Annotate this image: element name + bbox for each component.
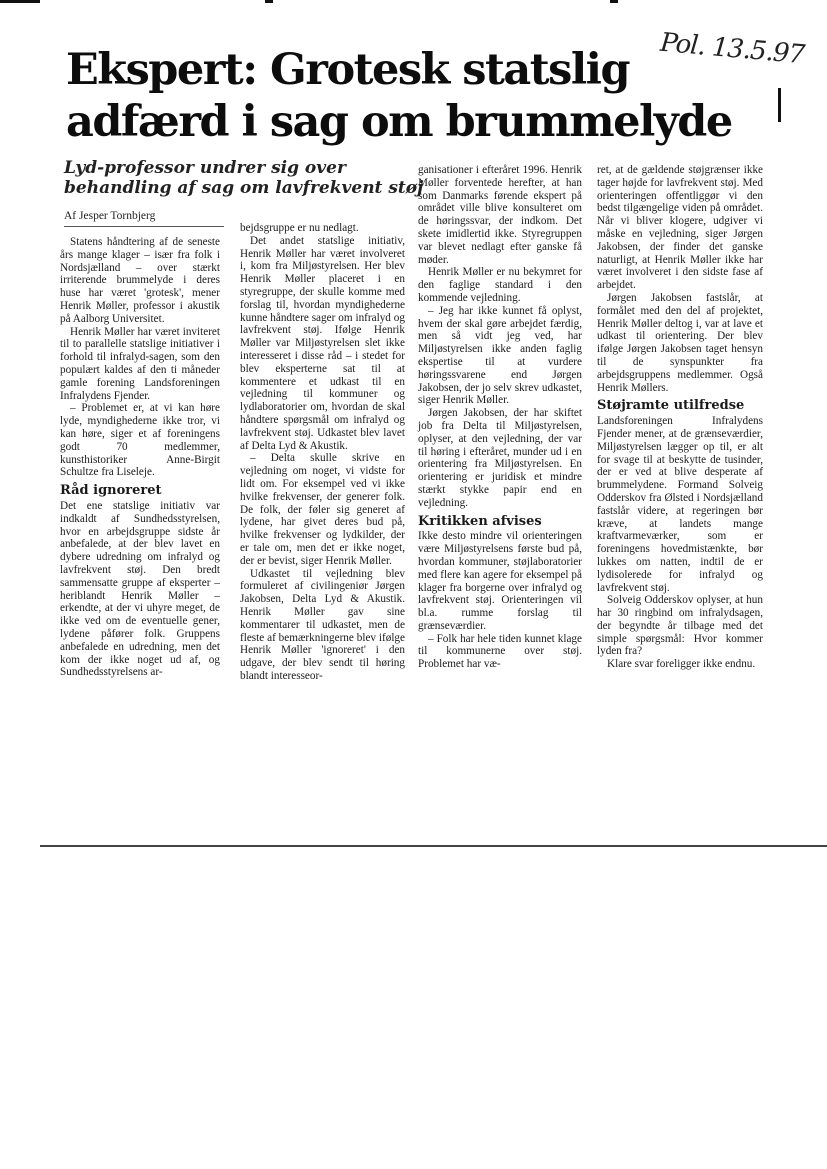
byline-rule <box>64 226 224 227</box>
article-subheadline: Lyd-professor undrer sig over behandling af sag om lavfrekvent støj <box>64 158 424 198</box>
article-paragraph: Statens håndtering af de seneste års mange klager – især fra folk i Nordsjælland – over stærkt irriterende brummelyde i deres huse har været 'grotesk', mener Henrik Møller, professor i akustik på Aalborg Universitet. <box>60 236 220 325</box>
article-paragraph: bejdsgruppe er nu nedlagt. <box>240 222 359 234</box>
article-column-4 <box>597 164 763 671</box>
article-column-3 <box>418 164 582 671</box>
article-column-2 <box>240 222 405 683</box>
adjacent-column-edge <box>778 88 793 122</box>
section-heading: Kritikken afvises <box>418 513 542 529</box>
article-paragraph: ret, at de gældende støjgrænser ikke tager højde for lavfrekvent støj. Med orienteringen offentliggør vi den bedst tilgængelige viden på området. Når vi bliver klogere, udgiver vi måske en vejledning, siger Jørgen Jakobsen, der finder det ganske naturligt, at Henrik Møller ikke har været involveret i den sidste fase af arbejdet. <box>597 164 763 292</box>
article-paragraph: Solveig Odderskov oplyser, at hun har 30 ringbind om infralydsagen, der begyndte år tilbage med det simple spørgsmål: Hvor kommer lyden fra? <box>597 594 763 658</box>
article-paragraph: Det ene statslige initiativ var indkaldt af Sundhedsstyrelsen, hvor en arbejdsgruppe sidste år anbefalede, at der blev lavet en dybere udredning om infralyd og lavfrekvent støj. Den bredt sammensatte gruppe af eksperter – heriblandt Henrik Møller – erkendte, at der vi uhyre meget, de ikke ved om de eventuelle gener, lydene påfører folk. Gruppens anbefalede en udredning, men det kom der ikke noget ud af, og Sundhedsstyrelsens ar- <box>60 499 220 679</box>
bottom-divider <box>40 845 827 847</box>
article-paragraph: – Delta skulle skrive en vejledning om noget, vi vidste for lidt om. For eksempel ved vi ikke hvilke frekvenser, der generer folk. De folk, der føler sig generet af lydene, har givet deres bud på, hvilke frekvenser og lydkilder, der er tale om, men det er ikke noget, der er bevist, siger Henrik Møller. <box>240 452 405 567</box>
article-paragraph: Henrik Møller er nu bekymret for den faglige standard i den kommende vejledning. <box>418 266 582 304</box>
section-heading: Støjramte utilfredse <box>597 398 745 414</box>
article-paragraph: Ikke desto mindre vil orienteringen være Miljøstyrelsens første bud på, hvordan kommuner, støjlaboratorier med flere kan agere for eksempel på klager fra borgerne over infralyd og lavfrekvent støj. Orienteringen vil bl.a. rumme forslag til grænseværdier. <box>418 530 582 632</box>
article-paragraph: Det andet statslige initiativ, Henrik Møller har været involveret i, kom fra Miljøstyrelsen. Her blev Henrik Møller placeret i en styregruppe, der skulle komme med forslag til, hvordan myndighederne kunne håndtere sager om infralyd og lavfrekvent støj. Ifølge Henrik Møller var Miljøstyrelsen slet ikke interesseret i disse råd – i stedet for blev eksperterne sat til at kommentere et udkast til en vejledning til kommuner og lydlaboratorier om, hvordan de skal håndtere spørgsmål om infralyd og lavfrekvent støj. Udkastet blev lavet af Delta Lyd & Akustik. <box>240 234 405 452</box>
article-column-1 <box>60 236 220 679</box>
article-headline: Ekspert: Grotesk statslig adfærd i sag om brummelyde <box>66 45 732 147</box>
article-paragraph: Landsforeningen Infralydens Fjender mener, at de grænseværdier, Miljøstyrelsen lægger op til, er alt for svage til at beskytte de tusinder, der er ved at blive desperate af brummelydene. Formand Solveig Odderskov fra Ølsted i Nordsjælland fastslår videre, at regeringen bør kræve, at landets mange kraftvarmeværker, som er foreningens hovedmistænkte, bør lukkes om natten, indtil de er lydisolerede for infralyd og lavfrekvent støj. <box>597 415 763 594</box>
article-paragraph: Klare svar foreligger ikke endnu. <box>607 658 756 671</box>
article-byline: Af Jesper Tornbjerg <box>64 210 156 222</box>
article-paragraph: – Problemet er, at vi kan høre lyde, myndighederne ikke tror, vi kan høre, siger et af foreningens godt 70 medlemmer, kunsthistoriker Anne-Birgit Schultze fra Liseleje. <box>60 402 220 479</box>
article-paragraph: Jørgen Jakobsen, der har skiftet job fra Delta til Miljøstyrelsen, oplyser, at den vejledning, der var til høring i efteråret, munder ud i en orientering fra Miljøstyrelsen. En orientering er juridisk et mindre stærkt stykke papir end en vejledning. <box>418 407 582 509</box>
handwritten-date: Pol. 13.5.97 <box>658 27 806 71</box>
article-paragraph: Udkastet til vejledning blev formuleret af civilingeniør Jørgen Jakobsen, Delta Lyd & Akustik. Henrik Møller gav sine kommentarer til udkastet, men de fleste af bemærkningerne blev ifølge Henrik Møller 'ignoreret' i den udgave, der blev sendt til høring blandt interesseor- <box>240 567 405 682</box>
article-paragraph: – Folk har hele tiden kunnet klage til kommunerne over støj. Problemet har væ- <box>418 632 582 671</box>
article-paragraph: Henrik Møller har været inviteret til to parallelle statslige initiativer i forhold til infralyd-sagen, som den populært kaldes af den ti måneder gamle forening Landsforeningen Infralydens Fjender. <box>60 325 220 402</box>
article-paragraph: – Jeg har ikke kunnet få oplyst, hvem der skal gøre arbejdet færdig, men så vidt jeg ved, har Miljøstyrelsen ikke anden faglig ekspertise til at vurdere høringssvarene end Jørgen Jakobsen, der jo selv skrev udkastet, siger Henrik Møller. <box>418 304 582 407</box>
article-paragraph: ganisationer i efteråret 1996. Henrik Møller forventede herefter, at han som Danmarks førende ekspert på området ville blive konsulteret om de høringssvar, der indkom. Det skete imidlertid ikke. Styregruppen var blevet nedlagt efter ganske få møder. <box>418 164 582 266</box>
article-paragraph: Jørgen Jakobsen fastslår, at formålet med den del af projektet, Henrik Møller deltog i, var at lave et udkast til orientering. Der blev ifølge Jørgen Jakobsen taget hensyn til de synspunkter fra arbejdsgruppens medlemmer. Også Henrik Møllers. <box>597 291 763 394</box>
section-heading: Råd ignoreret <box>60 483 162 499</box>
top-clipping-edge <box>0 0 827 3</box>
